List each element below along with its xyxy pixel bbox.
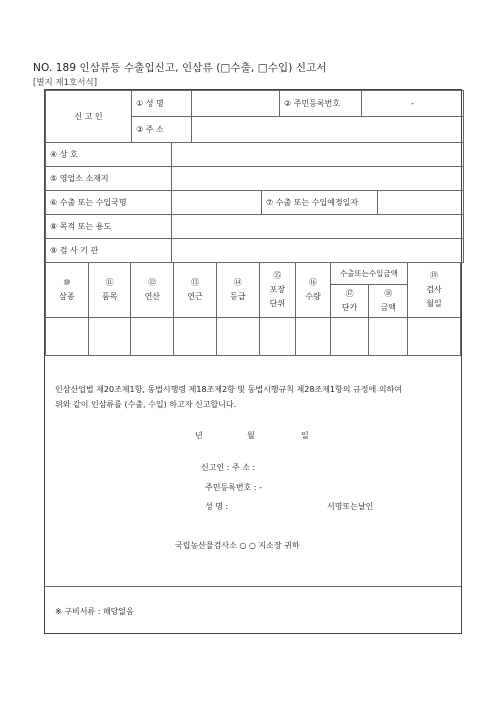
col-quantity (296, 263, 331, 318)
address-label: ③ 주 소 (132, 117, 192, 143)
business-table (45, 142, 464, 263)
col-label: 검사 월일 (426, 285, 442, 308)
col-number: ⑫ (148, 278, 157, 287)
col-number: ⑱ (384, 289, 393, 298)
declaration-line: 인삼산업법 제20조제1항, 동법시행령 제18조제2항 및 동법시행규칙 제28조제1항의 규정에 의하여 (55, 385, 402, 394)
reporter-id-label: 주민등록번호 : - (205, 483, 263, 492)
item-cell[interactable] (216, 318, 259, 356)
country-field[interactable] (172, 191, 262, 215)
col-item (88, 263, 131, 318)
col-number: ⑭ (233, 278, 242, 287)
col-label: 삼종 (59, 292, 75, 301)
declaration-text (55, 382, 455, 412)
item-cell[interactable] (330, 318, 369, 356)
purpose-field[interactable] (172, 215, 464, 239)
col-label: 금액 (380, 303, 396, 312)
item-cell[interactable] (46, 318, 89, 356)
address-field[interactable] (192, 117, 464, 143)
reporter-name-label: 성 명 : (205, 502, 229, 511)
col-amount (369, 285, 408, 318)
business-location-field[interactable] (172, 167, 464, 191)
item-cell[interactable] (369, 318, 408, 356)
purpose-label: ⑧ 목적 또는 용도 (46, 215, 172, 239)
applicant-table (45, 90, 464, 143)
item-cell[interactable] (259, 318, 296, 356)
col-number: ⑩ (63, 278, 71, 287)
col-inspection-date (408, 263, 461, 318)
id-number-field[interactable]: - (362, 91, 464, 117)
col-label: 등급 (230, 292, 246, 301)
trade-name-label: ④ 상 호 (46, 143, 172, 167)
planned-date-field[interactable] (378, 191, 464, 215)
declaration-line: 위와 같이 인삼류를 (수출, 수입) 하고자 신고합니다. (55, 400, 237, 409)
col-label: 단가 (341, 303, 358, 312)
col-number: ⑯ (308, 278, 317, 287)
col-label: 연산 (144, 292, 161, 301)
col-number: ⑬ (191, 278, 200, 287)
planned-date-label: ⑦ 수출 또는 수입예정일자 (262, 191, 378, 215)
reporter-address-label: 신고인 : 주 소 : (201, 463, 256, 472)
document-title: NO. 189 인삼류등 수출입신고, 인삼류 (□수출, □수입) 신고서 (33, 62, 327, 74)
trade-name-field[interactable] (172, 143, 464, 167)
business-location-label: ⑤ 영업소 소재지 (46, 167, 172, 191)
col-number: ⑰ (345, 289, 354, 298)
name-label: ① 성 명 (132, 91, 192, 117)
col-number: ⑮ (273, 271, 282, 280)
item-cell[interactable] (296, 318, 331, 356)
col-root-age (174, 263, 217, 318)
note-divider (45, 586, 461, 587)
name-field[interactable] (192, 91, 280, 117)
report-form (44, 89, 462, 634)
item-table (45, 262, 461, 356)
item-cell[interactable] (88, 318, 131, 356)
amount-group-header: 수출또는수입금액 (330, 263, 407, 285)
inspection-agency-label: ⑨ 검 사 기 관 (46, 239, 172, 263)
col-ginseng-type (46, 263, 89, 318)
item-cell[interactable] (408, 318, 461, 356)
col-label: 연근 (187, 292, 203, 301)
col-age (131, 263, 174, 318)
applicant-label: 신 고 인 (46, 91, 132, 143)
date-month-label: 월 (247, 431, 255, 440)
col-label: 수량 (305, 292, 321, 301)
date-year-label: 년 (195, 431, 203, 440)
col-package-unit (259, 263, 296, 318)
signature-label: 서명또는날인 (327, 502, 374, 511)
form-number: [별지 제1호서식] (33, 78, 98, 88)
addressee: 국립농산물검사소 ○ ○ 지소장 귀하 (175, 541, 300, 550)
required-documents-note: ※ 구비서류 : 해당없음 (55, 607, 134, 616)
country-label: ⑥ 수출 또는 수입국명 (46, 191, 172, 215)
item-cell[interactable] (131, 318, 174, 356)
inspection-agency-field[interactable] (172, 239, 464, 263)
col-label: 포장 단위 (269, 285, 286, 308)
col-grade (216, 263, 259, 318)
id-number-label: ② 주민등록번호 (280, 91, 362, 117)
col-number: ⑪ (105, 278, 114, 287)
item-cell[interactable] (174, 318, 217, 356)
col-number: ⑲ (430, 271, 439, 280)
col-unit-price (330, 285, 369, 318)
col-label: 품목 (101, 292, 118, 301)
date-day-label: 일 (301, 431, 309, 440)
